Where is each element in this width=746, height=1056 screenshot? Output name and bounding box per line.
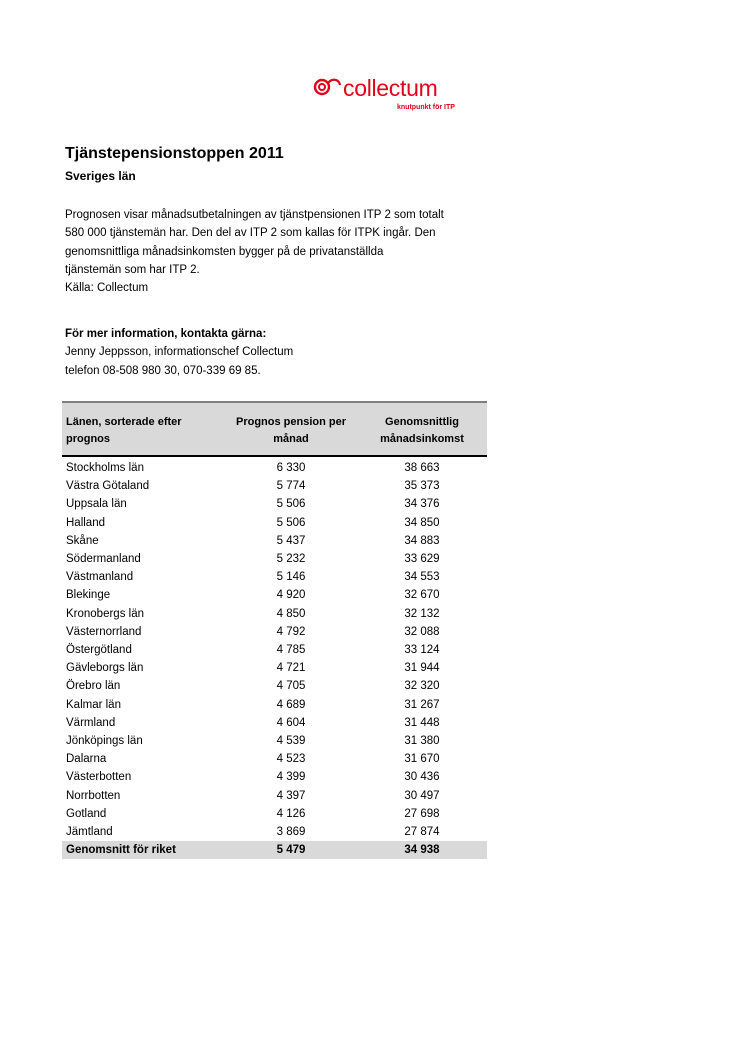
source-line: Källa: Collectum [65, 282, 149, 295]
county-cell: Gotland [66, 807, 107, 820]
pension-cell: 4 604 [276, 716, 306, 729]
county-cell: Gävleborgs län [66, 662, 144, 675]
county-cell: Västmanland [66, 571, 134, 584]
income-cell: 35 373 [404, 480, 440, 493]
pension-cell: 5 146 [276, 571, 306, 584]
table-row [62, 768, 487, 786]
logo-wordmark: collectum [343, 75, 438, 101]
income-cell: 31 944 [404, 662, 440, 675]
contact-heading: För mer information, kontakta gärna: [65, 328, 267, 340]
intro-paragraph [65, 206, 505, 297]
income-cell: 32 320 [404, 680, 440, 693]
pension-cell: 4 523 [276, 753, 306, 766]
intro-line: 580 000 tjänstemän har. Den del av ITP 2 som kallas för ITPK ingår. Den [65, 227, 436, 240]
pension-cell: 5 774 [276, 480, 306, 493]
income-cell: 34 376 [404, 498, 440, 511]
income-cell: 34 850 [404, 516, 440, 529]
income-cell: 31 267 [404, 698, 440, 711]
table-row [62, 532, 487, 550]
county-cell: Västra Götaland [66, 480, 150, 493]
pension-cell: 5 437 [276, 534, 306, 547]
pension-cell: 4 785 [276, 644, 306, 657]
total-label-cell: Genomsnitt för riket [62, 841, 225, 859]
table-row [62, 714, 487, 732]
income-cell: 34 883 [404, 534, 440, 547]
pension-cell: 4 397 [276, 789, 306, 802]
county-pension-table [62, 401, 487, 859]
intro-line: Prognosen visar månadsutbetalningen av tjänstpensionen ITP 2 som totalt [65, 209, 444, 221]
contact-phone: telefon 08-508 980 30, 070-339 69 85. [65, 364, 261, 377]
income-cell: 30 436 [404, 771, 440, 784]
table-row [62, 456, 487, 477]
county-pension-table-wrapper [62, 401, 487, 859]
pension-cell: 6 330 [276, 462, 306, 474]
table-row [62, 732, 487, 750]
collectum-logo [313, 75, 473, 118]
total-income-cell: 34 938 [357, 841, 487, 859]
income-cell: 27 698 [404, 807, 440, 820]
county-cell: Kronobergs län [66, 607, 144, 620]
income-cell: 33 124 [404, 644, 440, 657]
income-cell: 32 670 [404, 589, 440, 602]
table-row [62, 514, 487, 532]
income-cell: 27 874 [404, 826, 440, 839]
table-row [62, 477, 487, 495]
table-row [62, 623, 487, 641]
logo-tagline: knutpunkt för ITP [397, 104, 455, 111]
pension-cell: 4 539 [276, 735, 306, 748]
income-cell: 38 663 [404, 462, 440, 474]
table-row [62, 586, 487, 604]
county-cell: Norrbotten [66, 789, 121, 802]
income-cell: 31 380 [404, 735, 440, 748]
table-row [62, 659, 487, 677]
income-cell: 30 497 [404, 789, 440, 802]
table-row [62, 605, 487, 623]
county-cell: Värmland [66, 716, 116, 729]
county-cell: Örebro län [66, 680, 121, 693]
pension-cell: 4 399 [276, 771, 306, 784]
intro-line: genomsnittliga månadsinkomsten bygger på de privatanställda [65, 245, 384, 258]
pension-cell: 4 792 [276, 625, 306, 638]
table-row [62, 677, 487, 695]
income-cell: 32 132 [404, 607, 440, 620]
column-header-county: Länen, sorterade efter prognos [62, 402, 225, 456]
county-cell: Kalmar län [66, 698, 121, 711]
county-cell: Uppsala län [66, 498, 127, 511]
table-row [62, 823, 487, 841]
table-row [62, 805, 487, 823]
contact-person: Jenny Jeppsson, informationschef Collectum [65, 346, 294, 359]
pension-cell: 5 232 [276, 553, 306, 566]
county-cell: Dalarna [66, 753, 107, 766]
pension-cell: 4 705 [276, 680, 306, 693]
income-cell: 31 670 [404, 753, 440, 766]
county-cell: Halland [66, 516, 105, 529]
column-header-pension: Prognos pension per månad [225, 402, 357, 456]
county-cell: Blekinge [66, 589, 111, 602]
county-cell: Östergötland [66, 644, 132, 657]
table-row [62, 550, 487, 568]
contact-block [65, 325, 293, 380]
intro-line: tjänstemän som har ITP 2. [65, 263, 200, 276]
pension-cell: 4 689 [276, 698, 306, 711]
income-cell: 31 448 [404, 716, 440, 729]
county-cell: Jönköpings län [66, 735, 143, 748]
table-row [62, 641, 487, 659]
county-cell: Stockholms län [66, 462, 144, 474]
pension-cell: 4 850 [276, 607, 306, 620]
column-header-income: Genomsnittlig månadsinkomst [357, 402, 487, 456]
table-body [62, 456, 487, 859]
income-cell: 33 629 [404, 553, 440, 566]
table-row [62, 495, 487, 513]
county-cell: Västernorrland [66, 625, 142, 638]
pension-cell: 3 869 [276, 826, 306, 839]
pension-cell: 4 721 [276, 662, 306, 675]
table-row [62, 568, 487, 586]
table-header-row [62, 402, 487, 456]
income-cell: 32 088 [404, 625, 440, 638]
total-pension-cell: 5 479 [225, 841, 357, 859]
county-cell: Södermanland [66, 553, 141, 566]
pension-cell: 4 920 [276, 589, 306, 602]
county-cell: Västerbotten [66, 771, 132, 784]
pension-cell: 5 506 [276, 516, 306, 529]
pension-cell: 4 126 [276, 807, 306, 820]
table-row [62, 787, 487, 805]
table-row [62, 696, 487, 714]
county-cell: Jämtland [66, 826, 113, 839]
collectum-swirl-icon [313, 78, 343, 100]
pension-cell: 5 506 [276, 498, 306, 511]
income-cell: 34 553 [404, 571, 440, 584]
table-total-row [62, 841, 487, 859]
page-subtitle: Sveriges län [65, 169, 136, 183]
table-row [62, 750, 487, 768]
page-title: Tjänstepensionstoppen 2011 [65, 145, 284, 162]
county-cell: Skåne [66, 534, 99, 547]
